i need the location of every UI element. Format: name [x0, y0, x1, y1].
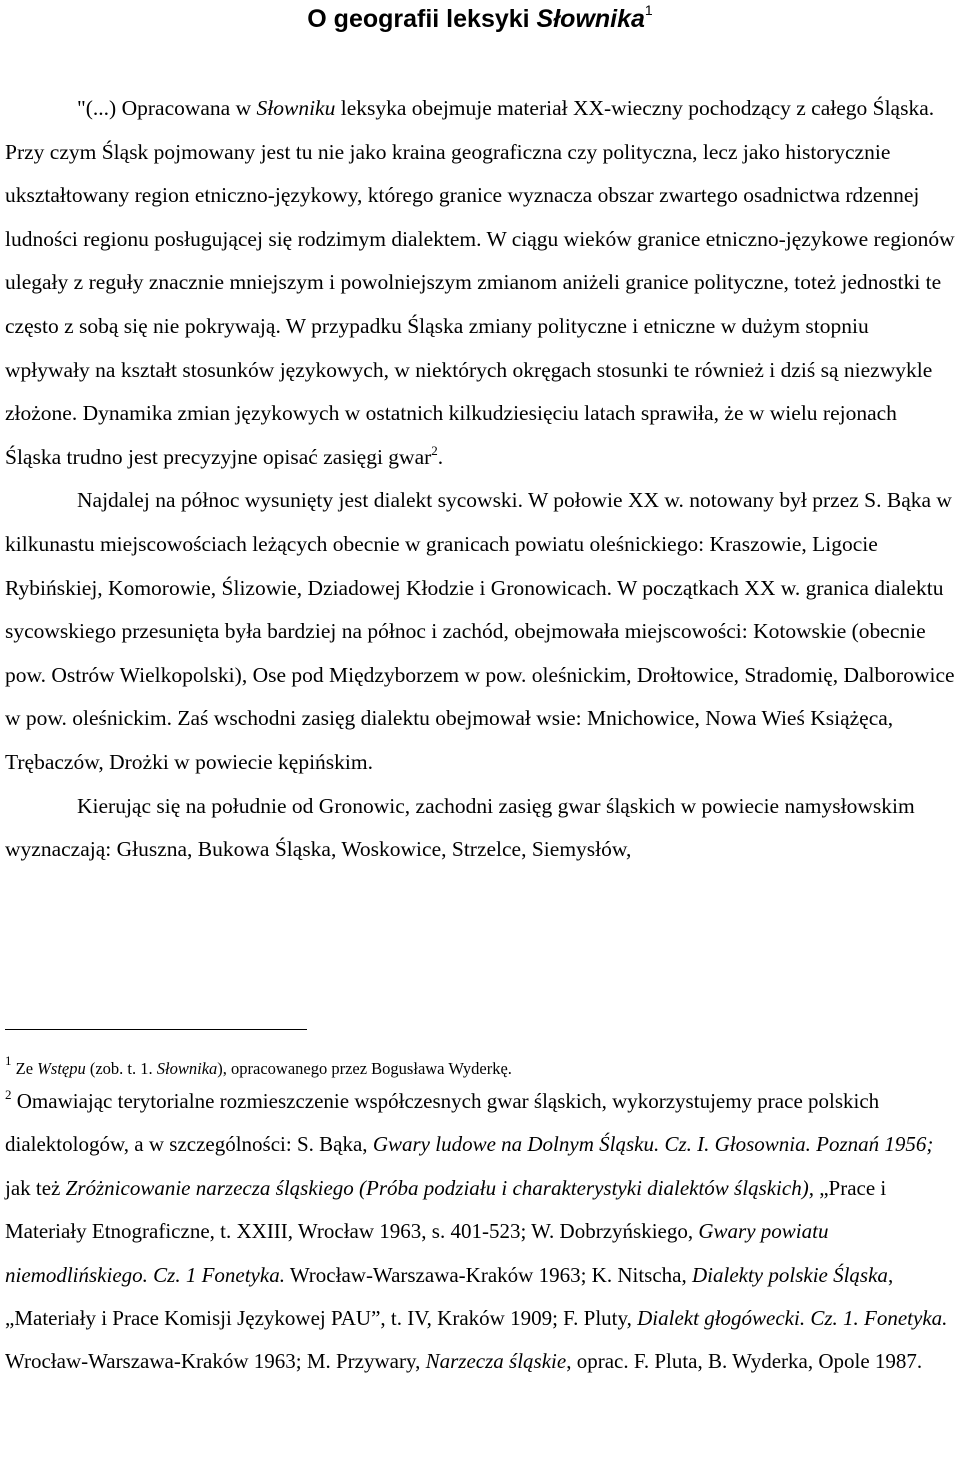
- paragraph-1-part-a: "(...) Opracowana w: [77, 96, 257, 120]
- paragraph-1-part-d: .: [437, 444, 444, 469]
- footnote-1-part-e: ), opracowanego przez Bogusława Wyderkę.: [217, 1059, 512, 1078]
- footnote-2-part-a: Omawiając terytorialne rozmieszczenie współczesnych gwar śląskich, wykorzystujemy prace polskich dialektologów, a w szczególności: S. Bąka,: [5, 1089, 880, 1157]
- paragraph-2: Najdalej na północ wysunięty jest dialekt sycowski. W połowie XX w. notowany był przez S. Bąka w kilkunastu miejscowościach leżących obecnie w granicach powiatu oleśnickiego: Kraszowie, Ligocie Rybińskiej, Komorowie, Ślizowie, Dziadowej Kłodzie i Gronowicach. W początkach XX w. granica dialektu sycowskiego przesunięta była bardziej na północ i zachód, obejmowała miejscowości: Kotowskie (obecnie pow. Ostrów Wielkopolski), Ose pod Międzyborzem w pow. oleśnickim, Drołtowice, Stradomię, Dalborowice w pow. oleśnickim. Zaś wschodni zasięg dialektu obejmował wsie: Mnichowice, Nowa Wieś Książęca, Trębaczów, Drożki w powiecie kępińskim.: [5, 488, 955, 774]
- footnote-2: [5, 1080, 957, 1384]
- paragraph-1-part-c: leksyka obejmuje materiał XX-wieczny pochodzący z całego Śląska. Przy czym Śląsk pojmowany jest tu nie jako kraina geograficzna czy polityczna, lecz jako historycznie ukształtowany region etniczno-językowy, którego granice wyznacza obszar zwartego osadnictwa rdzennej ludności regionu posługującej się rodzimym dialektem. W ciągu wieków granice etniczno-językowe regionów ulegały z reguły znacznie mniejszym i powolniejszym zmianom aniżeli granice polityczne, toteż jednostki te często z sobą się nie pokrywają. W przypadku Śląska zmiany polityczne i etniczne w dużym stopniu wpływały na kształt stosunków językowych, w niektórych okręgach stosunki te również i dziś są niezwykle złożone. Dynamika zmian językowych w ostatnich kilkudziesięciu latach sprawiła, że w wielu rejonach Śląska trudno jest precyzyjne opisać zasięgi gwar: [5, 96, 955, 469]
- footnote-2-part-g: Wrocław-Warszawa-Kraków 1963; K. Nitscha,: [284, 1262, 692, 1287]
- title-text: O geografii leksyki: [307, 5, 537, 33]
- footnote-2-italic-l: Narzecza śląskie: [425, 1349, 567, 1374]
- footnote-2-italic-b: Gwary ludowe na Dolnym Śląsku. Cz. I. Głosownia. Poznań 1956;: [372, 1132, 934, 1157]
- footnote-1: [5, 1053, 955, 1080]
- footnote-ref-2[interactable]: 2: [431, 442, 438, 458]
- footnote-2-part-k: Wrocław-Warszawa-Kraków 1963; M. Przywary,: [5, 1349, 426, 1374]
- body-text: [5, 87, 957, 872]
- footnote-2-italic-h: Dialekty polskie Śląska: [691, 1262, 888, 1287]
- footnote-separator: [5, 1029, 307, 1030]
- footnote-2-part-e: „Prace i Materiały Etnograficzne, t. XXIII, Wrocław 1963, s. 401-523; W. Dobrzyńskiego,: [5, 1175, 887, 1244]
- footnote-2-italic-j: Dialekt głogówecki. Cz. 1. Fonetyka.: [637, 1306, 948, 1331]
- footnote-2-part-m: , oprac. F. Pluta, B. Wyderka, Opole 1987.: [566, 1349, 923, 1374]
- title-italic: Słownika: [536, 5, 645, 33]
- paragraph-1-italic: Słowniku: [256, 96, 336, 120]
- page-title: [0, 2, 960, 36]
- paragraph-1: [5, 87, 957, 479]
- footnote-1-part-a: Ze: [11, 1059, 38, 1078]
- footnote-1-number: 1: [5, 1053, 12, 1068]
- footnote-2-part-c: jak też: [5, 1175, 66, 1200]
- footnote-1-part-c: (zob. t. 1.: [85, 1059, 157, 1078]
- footnote-2-italic-d: Zróżnicowanie narzecza śląskiego (Próba podziału i charakterystyki dialektów śląskich),: [65, 1175, 814, 1200]
- footnote-1-italic-a: Wstępu: [37, 1059, 86, 1078]
- footnote-2-italic-f: Gwary powiatu niemodlińskiego. Cz. 1 Fonetyka.: [5, 1219, 829, 1287]
- footnote-2-part-i: , „Materiały i Prace Komisji Językowej PAU”, t. IV, Kraków 1909; F. Pluty,: [5, 1262, 894, 1331]
- footnote-1-italic-b: Słownika: [156, 1059, 218, 1078]
- footnote-2-number: 2: [5, 1087, 12, 1102]
- paragraph-3: Kierując się na południe od Gronowic, zachodni zasięg gwar śląskich w powiecie namysłowskim wyznaczają: Głuszna, Bukowa Śląska, Woskowice, Strzelce, Siemysłów,: [5, 793, 915, 862]
- footnote-ref-1[interactable]: 1: [644, 2, 653, 18]
